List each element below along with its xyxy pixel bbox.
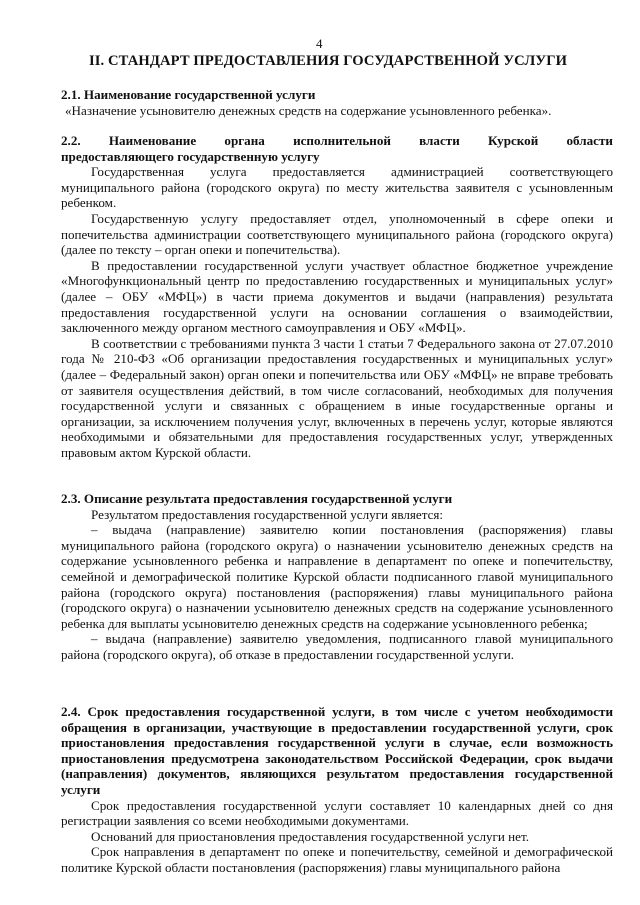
section-2-4 [61, 704, 613, 876]
heading-word: 2.2. [61, 133, 81, 148]
heading-word: власти [419, 133, 460, 148]
section-2-3-item: – выдача (направление) заявителю копии постановления (распоряжения) главы муниципального района (городского округа) о назначении усыновителю денежных средств на содержание усыновленного ребенка и направление в департамент по опеке и попечительству, семейной и демографической политике Курской области подписанного главой муниципального района (городского округа) постановления (распоряжения) главы муниципального района (городского округа) о назначении усыновителю денежных средств на содержание усыновленного ребенка для выплаты усыновителю денежных средств на содержание усыновленного ребенка; [61, 522, 613, 631]
section-2-4-paragraph: Оснований для приостановления предоставления государственной услуги нет. [91, 828, 530, 844]
section-2-1 [61, 87, 613, 118]
section-2-4-heading: 2.4. Срок предоставления государственной услуги, в том числе с учетом необходимости обращения в организации, участвующие в предоставлении государственной услуги, срок приостановления предоставления государственной услуги в случае, если возможность приостановления предусмотрена законодательством Российской Федерации, срок выдачи (направления) документов, являющихся результатом предоставления государственной услуги [61, 704, 613, 797]
heading-word: Курской [487, 133, 539, 148]
section-2-2-paragraph: В предоставлении государственной услуги участвует областное бюджетное учреждение «Многофункциональный центр по предоставлению государственных и муниципальных услуг» (далее – ОБУ «МФЦ») в части приема документов и выдачи (направления) результата предоставления государственной услуги на основании соглашения о взаимодействии, заключенного между органом местного самоуправления и ОБУ «МФЦ». [61, 257, 613, 336]
section-2-2 [61, 133, 613, 460]
heading-word: Наименование [108, 133, 197, 148]
section-2-3-intro: Результатом предоставления государственной услуги является: [91, 506, 444, 522]
section-2-2-heading-line1 [61, 133, 613, 149]
section-2-2-heading-line2: предоставляющего государственную услугу [61, 148, 320, 164]
page-number: 4 [316, 36, 323, 51]
section-2-1-text: «Назначение усыновителю денежных средств на содержание усыновленного ребенка». [65, 102, 552, 118]
section-2-3 [61, 491, 613, 663]
heading-word: области [566, 133, 613, 148]
section-2-3-heading: 2.3. Описание результата предоставления государственной услуги [61, 491, 453, 506]
section-2-4-paragraph: Срок направления в департамент по опеке и попечительству, семейной и демографической политике Курской области постановления (распоряжения) главы муниципального района [61, 844, 613, 875]
section-2-2-paragraph: Государственную услугу предоставляет отдел, уполномоченный в сфере опеки и попечительства администрации соответствующего муниципального района (городского округа) (далее по тексту – орган опеки и попечительства). [61, 210, 613, 258]
section-2-1-heading: 2.1. Наименование государственной услуги [61, 87, 316, 102]
heading-word: исполнительной [293, 133, 391, 148]
section-2-3-item: – выдача (направление) заявителю уведомления, подписанного главой муниципального района (городского округа), об отказе в предоставлении государственной услуги. [61, 631, 613, 662]
section-2-2-paragraph: Государственная услуга предоставляется администрацией соответствующего муниципального района (городского округа) по месту жительства заявителя с усыновленным ребенком. [61, 164, 613, 211]
section-title: II. СТАНДАРТ ПРЕДОСТАВЛЕНИЯ ГОСУДАРСТВЕННОЙ УСЛУГИ [88, 53, 568, 69]
heading-word: органа [224, 133, 265, 148]
section-2-4-paragraph: Срок предоставления государственной услуги составляет 10 календарных дней со дня регистрации заявления со всеми необходимыми документами. [61, 797, 613, 829]
section-2-2-paragraph: В соответствии с требованиями пункта 3 части 1 статьи 7 Федерального закона от 27.07.2010 года № 210-ФЗ «Об организации предоставления государственных и муниципальных услуг» (далее – Федеральный закон) орган опеки и попечительства или ОБУ «МФЦ» не вправе требовать от заявителя осуществления действий, в том числе согласований, необходимых для получения государственной услуги и связанных с обращением в иные государственные органы и организации, за исключением получения услуг, включенных в перечень услуг, которые являются необходимыми и обязательными для предоставления государственных услуг, утвержденных правовым актом Курской области. [61, 335, 613, 460]
